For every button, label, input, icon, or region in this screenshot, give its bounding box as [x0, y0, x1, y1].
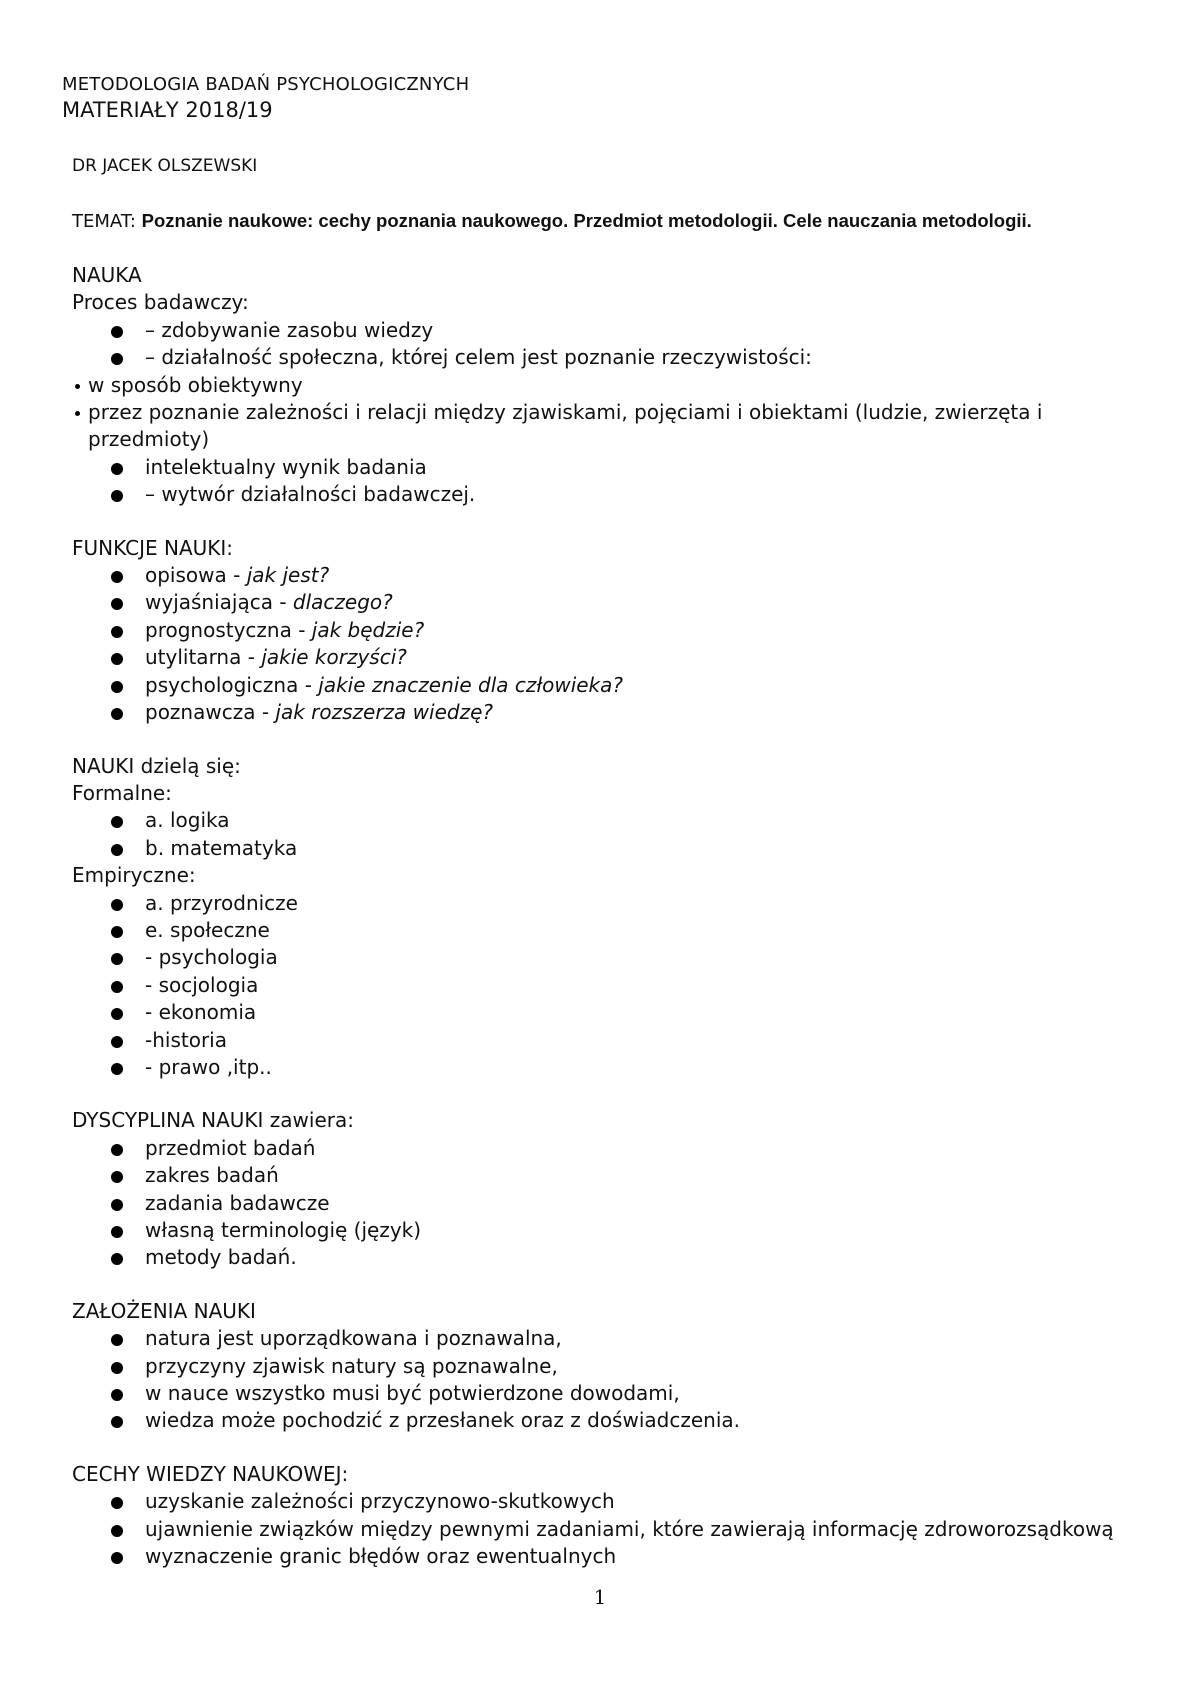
section-heading-cechy: CECHY WIEDZY NAUKOWEJ: [72, 1461, 349, 1486]
list-item: natura jest uporządkowana i poznawalna, [72, 1325, 1162, 1352]
list-item: przyczyny zjawisk natury są poznawalne, [72, 1353, 1162, 1380]
list-item: a. logika [72, 807, 1162, 834]
small-bullet-icon [75, 384, 80, 389]
bullet-icon [111, 1226, 123, 1238]
small-bullet-icon [75, 411, 80, 416]
document-body [72, 262, 1162, 1570]
bullet-icon [111, 844, 123, 856]
bullet-icon [111, 899, 123, 911]
bullet-icon [111, 1171, 123, 1183]
subheading-proces: Proces badawczy: [72, 290, 249, 315]
course-title: METODOLOGIA BADAŃ PSYCHOLOGICZNYCH [62, 74, 470, 95]
list-item: b. matematyka [72, 835, 1162, 862]
bullet-icon [111, 816, 123, 828]
subheading-formalne: Formalne: [72, 780, 172, 805]
list-item: psychologiczna - jakie znaczenie dla człowieka? [72, 672, 1162, 699]
list-item: - socjologia [72, 972, 1162, 999]
section-heading-dyscyplina: DYSCYPLINA NAUKI zawiera: [72, 1108, 354, 1133]
list-item: uzyskanie zależności przyczynowo-skutkowych [72, 1488, 1162, 1515]
bullet-icon [111, 353, 123, 365]
bullet-icon [111, 1497, 123, 1509]
bullet-icon [111, 463, 123, 475]
list-item: - psychologia [72, 944, 1162, 971]
bullet-icon [111, 1008, 123, 1020]
page-number: 1 [593, 1585, 607, 1609]
list-item: ujawnienie związków między pewnymi zadaniami, które zawierają informację zdroworozsądkową [72, 1516, 1162, 1543]
bullet-icon [111, 681, 123, 693]
bullet-icon [111, 1036, 123, 1048]
topic-label: TEMAT: [72, 211, 142, 232]
list-item: własną terminologię (język) [72, 1217, 1162, 1244]
bullet-icon [111, 1416, 123, 1428]
bullet-icon [111, 708, 123, 720]
list-item: -historia [72, 1027, 1162, 1054]
list-item: – zdobywanie zasobu wiedzy [72, 317, 1162, 344]
bullet-icon [111, 653, 123, 665]
bullet-icon [111, 1389, 123, 1401]
list-item: utylitarna - jakie korzyści? [72, 644, 1162, 671]
bullet-icon [111, 598, 123, 610]
bullet-icon [111, 981, 123, 993]
list-item: opisowa - jak jest? [72, 562, 1162, 589]
list-item: poznawcza - jak rozszerza wiedzę? [72, 699, 1162, 726]
list-item: przedmiot badań [72, 1135, 1162, 1162]
author-line: DR JACEK OLSZEWSKI [72, 156, 258, 176]
bullet-icon [111, 953, 123, 965]
list-item: wyznaczenie granic błędów oraz ewentualnych [72, 1543, 1162, 1570]
list-item: wiedza może pochodzić z przesłanek oraz z doświadczenia. [72, 1407, 1162, 1434]
topic-text: Poznanie naukowe: cechy poznania naukowego. Przedmiot metodologii. Cele nauczania metodologii. [141, 210, 1032, 231]
list-item: e. społeczne [72, 917, 1162, 944]
list-item: zadania badawcze [72, 1190, 1162, 1217]
list-item: prognostyczna - jak będzie? [72, 617, 1162, 644]
list-item: - ekonomia [72, 999, 1162, 1026]
section-heading-funkcje: FUNKCJE NAUKI: [72, 535, 234, 560]
bullet-icon [111, 926, 123, 938]
list-item: – wytwór działalności badawczej. [72, 481, 1162, 508]
bullet-icon [111, 1199, 123, 1211]
list-item: a. przyrodnicze [72, 890, 1162, 917]
bullet-icon [111, 1334, 123, 1346]
sub-list-item-continuation: przedmioty) [88, 427, 210, 452]
list-item: – działalność społeczna, której celem jest poznanie rzeczywistości: [72, 344, 1162, 371]
section-heading-zalozenia: ZAŁOŻENIA NAUKI [72, 1298, 256, 1323]
list-item: w nauce wszystko musi być potwierdzone dowodami, [72, 1380, 1162, 1407]
bullet-icon [111, 326, 123, 338]
bullet-icon [111, 571, 123, 583]
topic-line [72, 210, 1032, 232]
list-item: - prawo ,itp.. [72, 1054, 1162, 1081]
sub-list-item: przez poznanie zależności i relacji między zjawiskami, pojęciami i obiektami (ludzie, zwierzęta i [72, 399, 1162, 426]
section-heading-nauka: NAUKA [72, 263, 142, 287]
list-item: intelektualny wynik badania [72, 454, 1162, 481]
bullet-icon [111, 1253, 123, 1265]
materials-title: MATERIAŁY 2018/19 [62, 98, 273, 122]
bullet-icon [111, 1525, 123, 1537]
list-item: wyjaśniająca - dlaczego? [72, 589, 1162, 616]
bullet-icon [111, 1362, 123, 1374]
list-item: zakres badań [72, 1162, 1162, 1189]
sub-list-item: w sposób obiektywny [72, 372, 1162, 399]
bullet-icon [111, 1063, 123, 1075]
subheading-empiryczne: Empiryczne: [72, 863, 196, 888]
section-heading-podzial: NAUKI dzielą się: [72, 753, 241, 778]
bullet-icon [111, 626, 123, 638]
bullet-icon [111, 490, 123, 502]
list-item: metody badań. [72, 1244, 1162, 1271]
bullet-icon [111, 1552, 123, 1564]
bullet-icon [111, 1144, 123, 1156]
